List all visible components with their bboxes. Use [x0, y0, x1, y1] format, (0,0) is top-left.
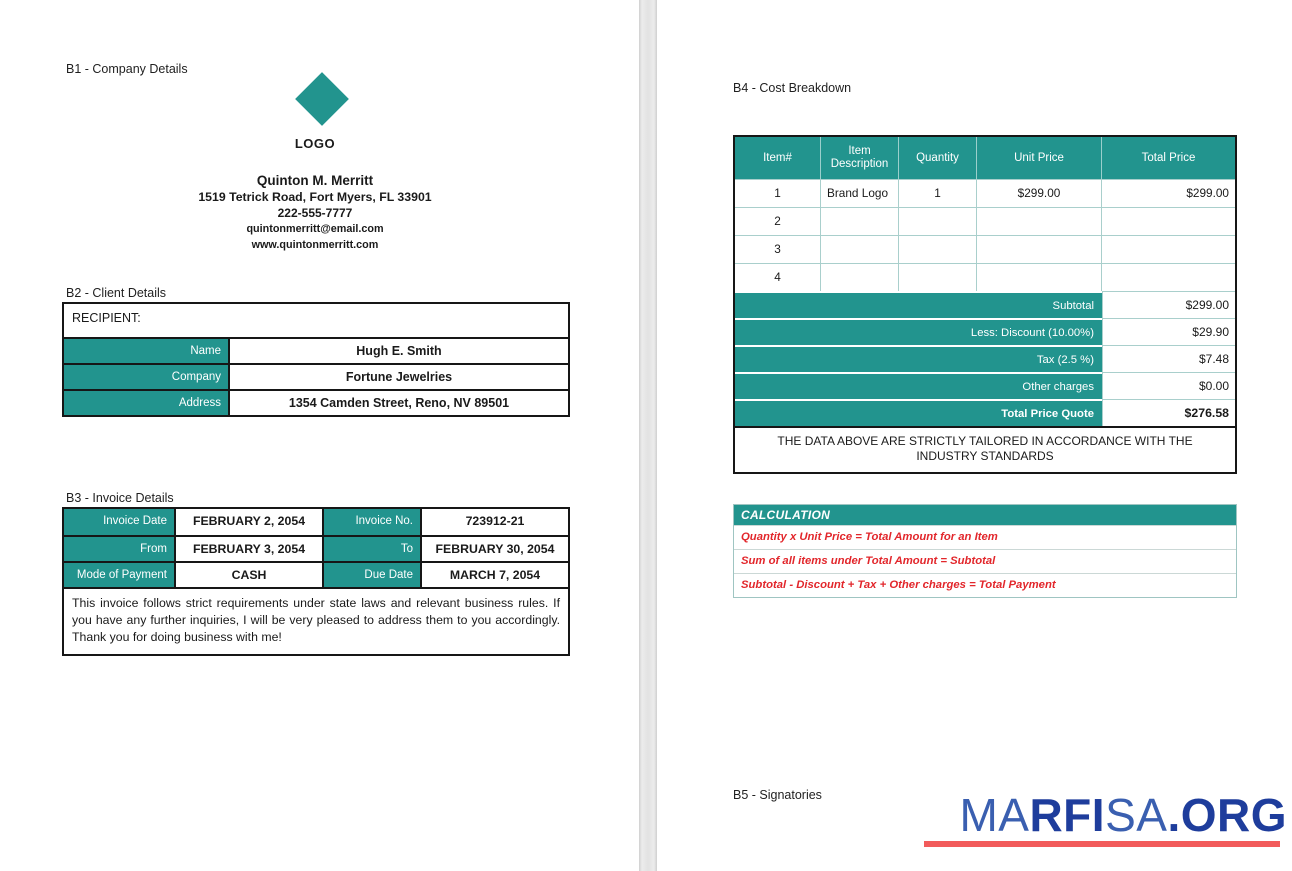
unit-price-cell — [977, 208, 1102, 235]
section-b3-label: B3 - Invoice Details — [66, 491, 174, 505]
invoice-note: This invoice follows strict requirements under state laws and relevant business rules. If you have any further inquiries, I will be very pleased to address them to you accordingly. Thank you for doing business with me! — [64, 587, 568, 654]
header-quantity: Quantity — [899, 137, 977, 179]
item-no-cell: 3 — [735, 236, 821, 263]
discount-value: $29.90 — [1102, 318, 1235, 345]
company-logo-diamond-icon — [295, 72, 349, 126]
logo-placeholder-text: LOGO — [294, 136, 336, 151]
header-item-description: Item Description — [821, 137, 899, 179]
item-no-cell: 4 — [735, 264, 821, 291]
calculation-header: CALCULATION — [734, 505, 1236, 525]
tax-label: Tax (2.5 %) — [735, 345, 1102, 372]
client-address-label: Address — [64, 391, 230, 415]
item-description-cell — [821, 208, 899, 235]
item-no-cell: 2 — [735, 208, 821, 235]
logo-segment-sa: SA — [1105, 789, 1168, 841]
summary-row-total-price-quote — [735, 399, 1235, 426]
company-details-block — [115, 173, 515, 253]
invoice-details-table — [62, 507, 570, 656]
summary-row-tax — [735, 345, 1235, 372]
discount-label: Less: Discount (10.00%) — [735, 318, 1102, 345]
total-price-cell — [1102, 264, 1235, 291]
cost-table-header-row — [735, 137, 1235, 179]
invoice-from-label: From — [64, 537, 176, 561]
invoice-no-label: Invoice No. — [324, 509, 422, 535]
subtotal-label: Subtotal — [735, 291, 1102, 318]
due-date-value: MARCH 7, 2054 — [449, 568, 541, 582]
cost-item-row — [735, 207, 1235, 235]
client-details-table — [62, 302, 570, 417]
section-b5-label: B5 - Signatories — [733, 788, 822, 802]
company-phone: 222-555-7777 — [277, 206, 353, 220]
unit-price-cell — [977, 264, 1102, 291]
other-charges-value: $0.00 — [1102, 372, 1235, 399]
calculation-rule-2: Sum of all items under Total Amount = Subtotal — [734, 549, 1236, 573]
client-row-name — [64, 337, 568, 363]
invoice-row-1 — [64, 509, 568, 535]
header-total-price: Total Price — [1141, 151, 1196, 164]
invoice-from-value: FEBRUARY 3, 2054 — [176, 537, 324, 561]
invoice-row-2 — [64, 535, 568, 561]
total-price-cell — [1102, 236, 1235, 263]
client-name-value: Hugh E. Smith — [356, 344, 442, 358]
cost-breakdown-table — [733, 135, 1237, 474]
section-b4-label: B4 - Cost Breakdown — [733, 81, 852, 95]
invoice-no-value: 723912-21 — [465, 514, 525, 528]
logo-underline-bar — [924, 841, 1280, 847]
calculation-rule-3: Subtotal - Discount + Tax + Other charges = Total Payment — [734, 573, 1236, 597]
item-description-cell — [821, 236, 899, 263]
cost-item-row — [735, 263, 1235, 291]
total-price-cell — [1102, 208, 1235, 235]
other-charges-label: Other charges — [735, 372, 1102, 399]
total-price-quote-value: $276.58 — [1102, 399, 1235, 426]
unit-price-cell: $299.00 — [977, 180, 1102, 207]
item-description-cell — [821, 264, 899, 291]
header-item-no: Item# — [735, 137, 821, 179]
item-no-cell: 1 — [735, 180, 821, 207]
quantity-cell: 1 — [899, 180, 977, 207]
tax-value: $7.48 — [1102, 345, 1235, 372]
logo-segment-ma: MA — [959, 789, 1030, 841]
summary-row-discount — [735, 318, 1235, 345]
invoice-row-3 — [64, 561, 568, 587]
unit-price-cell — [977, 236, 1102, 263]
section-b2-label: B2 - Client Details — [66, 286, 167, 300]
company-website: www.quintonmerritt.com — [251, 239, 379, 251]
quantity-cell — [899, 264, 977, 291]
client-name-label: Name — [64, 339, 230, 363]
header-unit-price: Unit Price — [977, 137, 1102, 179]
payment-mode-value: CASH — [176, 563, 324, 587]
subtotal-value: $299.00 — [1102, 291, 1235, 318]
payment-mode-label: Mode of Payment — [64, 563, 176, 587]
company-email: quintonmerritt@email.com — [246, 223, 384, 235]
total-price-quote-label: Total Price Quote — [735, 399, 1102, 426]
logo-segment-org: .ORG — [1167, 789, 1287, 841]
summary-row-other-charges — [735, 372, 1235, 399]
total-price-cell: $299.00 — [1186, 186, 1229, 200]
calculation-table — [733, 504, 1237, 598]
client-company-value: Fortune Jewelries — [345, 370, 453, 384]
due-date-label: Due Date — [324, 563, 422, 587]
quantity-cell — [899, 208, 977, 235]
client-row-address — [64, 389, 568, 415]
summary-row-subtotal — [735, 291, 1235, 318]
page-gap-divider — [639, 0, 657, 871]
company-address: 1519 Tetrick Road, Fort Myers, FL 33901 — [198, 190, 432, 204]
logo-segment-rfi: RFI — [1029, 789, 1106, 841]
invoice-to-value: FEBRUARY 30, 2054 — [435, 542, 555, 556]
client-company-label: Company — [64, 365, 230, 389]
client-address-value: 1354 Camden Street, Reno, NV 89501 — [288, 396, 510, 410]
cost-item-row — [735, 179, 1235, 207]
client-row-company — [64, 363, 568, 389]
quantity-cell — [899, 236, 977, 263]
section-b1-label: B1 - Company Details — [66, 62, 188, 76]
marfisa-brand-logo — [915, 791, 1287, 839]
company-name: Quinton M. Merritt — [256, 173, 374, 188]
item-description-cell: Brand Logo — [821, 180, 899, 207]
invoice-date-label: Invoice Date — [64, 509, 176, 535]
cost-item-row — [735, 235, 1235, 263]
cost-table-note: THE DATA ABOVE ARE STRICTLY TAILORED IN ACCORDANCE WITH THE INDUSTRY STANDARDS — [735, 426, 1235, 472]
invoice-date-value: FEBRUARY 2, 2054 — [176, 509, 324, 535]
recipient-label: RECIPIENT: — [72, 311, 141, 325]
invoice-to-label: To — [324, 537, 422, 561]
calculation-rule-1: Quantity x Unit Price = Total Amount for an Item — [734, 525, 1236, 549]
